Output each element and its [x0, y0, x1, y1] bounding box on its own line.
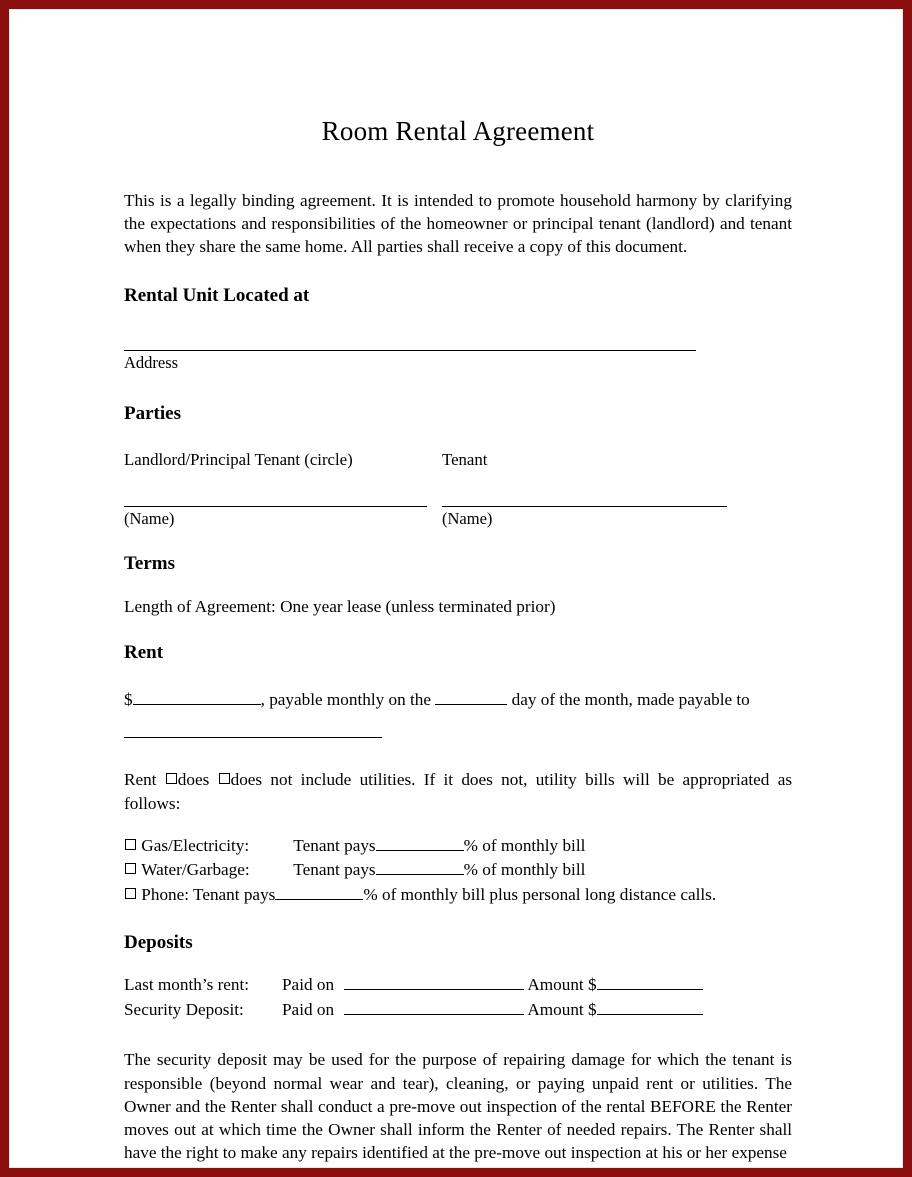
address-caption: Address	[124, 352, 179, 372]
deposit-amount-field-last-month[interactable]	[597, 974, 703, 990]
utility-percent-field-phone[interactable]	[275, 884, 363, 900]
utility-pays-water-garbage: Tenant pays	[293, 860, 376, 880]
utility-label-gas-electricity: Gas/Electricity:	[141, 835, 250, 855]
utility-suffix-gas-electricity: % of monthly bill	[463, 835, 586, 855]
checkbox-water-garbage-icon[interactable]	[125, 863, 136, 874]
intro-paragraph: This is a legally binding agreement. It is intended to promote household harmony by clarifying the expectations and responsibilities of the homeowner or principal tenant (landlord) and tenant when they share the same home. All parties shall receive a copy of this document.	[124, 191, 792, 257]
deposit-amount-label-security: Amount $	[527, 999, 597, 1019]
document-body	[32, 116, 880, 1164]
checkbox-does-not-icon[interactable]	[219, 773, 230, 784]
checkbox-gas-electricity-icon[interactable]	[125, 839, 136, 850]
section-heading-terms: Terms	[124, 552, 176, 574]
utility-suffix-water-garbage: % of monthly bill	[463, 860, 586, 880]
parties-name-captions-row	[124, 509, 792, 529]
deposit-terms-paragraph: The security deposit may be used for the purpose of repairing damage for which the tenant is responsible (beyond normal wear and tear), cleaning, or paying unpaid rent or utilities. The Owner and the Renter shall conduct a pre-move out inspection of the rental BEFORE the Renter moves out at which time the Owner shall inform the Renter of needed repairs. The Renter shall have the right to make any repairs identified at the pre-move out inspection at his or her expense	[124, 1050, 792, 1163]
dollar-sign: $	[124, 689, 133, 709]
terms-length-line: Length of Agreement: One year lease (unless terminated prior)	[124, 596, 556, 616]
deposit-paidon-label-last-month: Paid on	[282, 974, 335, 994]
checkbox-does-icon[interactable]	[166, 773, 177, 784]
landlord-name-fill-line[interactable]	[124, 506, 427, 507]
utility-label-water-garbage: Water/Garbage:	[141, 860, 250, 880]
landlord-name-caption: (Name)	[124, 508, 175, 528]
list-item	[124, 974, 792, 997]
rent-day-field[interactable]	[435, 689, 507, 705]
document-page	[9, 9, 903, 1168]
list-item	[124, 999, 792, 1022]
deposit-label-last-month: Last month’s rent:	[124, 974, 250, 994]
list-item	[124, 835, 792, 857]
deposit-amount-field-security[interactable]	[597, 999, 703, 1015]
rent-amount-line	[124, 688, 792, 746]
deposits-list	[124, 974, 792, 1021]
utility-label-phone: Phone: Tenant pays	[141, 884, 276, 904]
utilities-pre-text: Rent	[124, 770, 157, 790]
page-title: Room Rental Agreement	[321, 116, 595, 146]
deposit-amount-label-last-month: Amount $	[527, 974, 597, 994]
utility-allocation-list	[124, 835, 792, 906]
parties-fill-lines-row	[124, 506, 792, 507]
deposit-label-security: Security Deposit:	[124, 999, 244, 1019]
deposit-paidon-field-last-month[interactable]	[344, 974, 524, 990]
list-item	[124, 859, 792, 881]
rent-after-day-text: day of the month, made payable to	[511, 689, 750, 709]
parties-labels-row	[124, 450, 792, 470]
section-heading-deposits: Deposits	[124, 931, 193, 953]
tenant-name-caption: (Name)	[442, 508, 493, 528]
checkbox-phone-icon[interactable]	[125, 888, 136, 899]
address-fill-line[interactable]	[124, 350, 696, 351]
tenant-name-fill-line[interactable]	[442, 506, 727, 507]
utility-percent-field-water-garbage[interactable]	[376, 860, 464, 876]
section-heading-rental-unit: Rental Unit Located at	[124, 284, 310, 306]
list-item	[124, 884, 792, 906]
utility-suffix-phone: % of monthly bill plus personal long distance calls.	[363, 884, 717, 904]
rent-utilities-line	[124, 768, 792, 814]
rent-amount-field[interactable]	[133, 689, 261, 705]
landlord-label: Landlord/Principal Tenant (circle)	[124, 449, 353, 469]
utility-pays-gas-electricity: Tenant pays	[293, 835, 376, 855]
tenant-label: Tenant	[442, 449, 488, 469]
utility-percent-field-gas-electricity[interactable]	[376, 835, 464, 851]
parties-line-gap	[427, 506, 442, 507]
section-heading-rent: Rent	[124, 641, 164, 663]
rent-after-amount-text: , payable monthly on the	[260, 689, 432, 709]
section-heading-parties: Parties	[124, 402, 181, 424]
deposit-paidon-field-security[interactable]	[344, 999, 524, 1015]
deposit-paidon-label-security: Paid on	[282, 999, 335, 1019]
utilities-does-label: does	[177, 770, 210, 790]
utilities-does-not-label: does not include utilities. If it does not, utility bills will be appropriated as follows:	[124, 770, 793, 813]
rent-payable-to-field[interactable]	[124, 723, 382, 739]
